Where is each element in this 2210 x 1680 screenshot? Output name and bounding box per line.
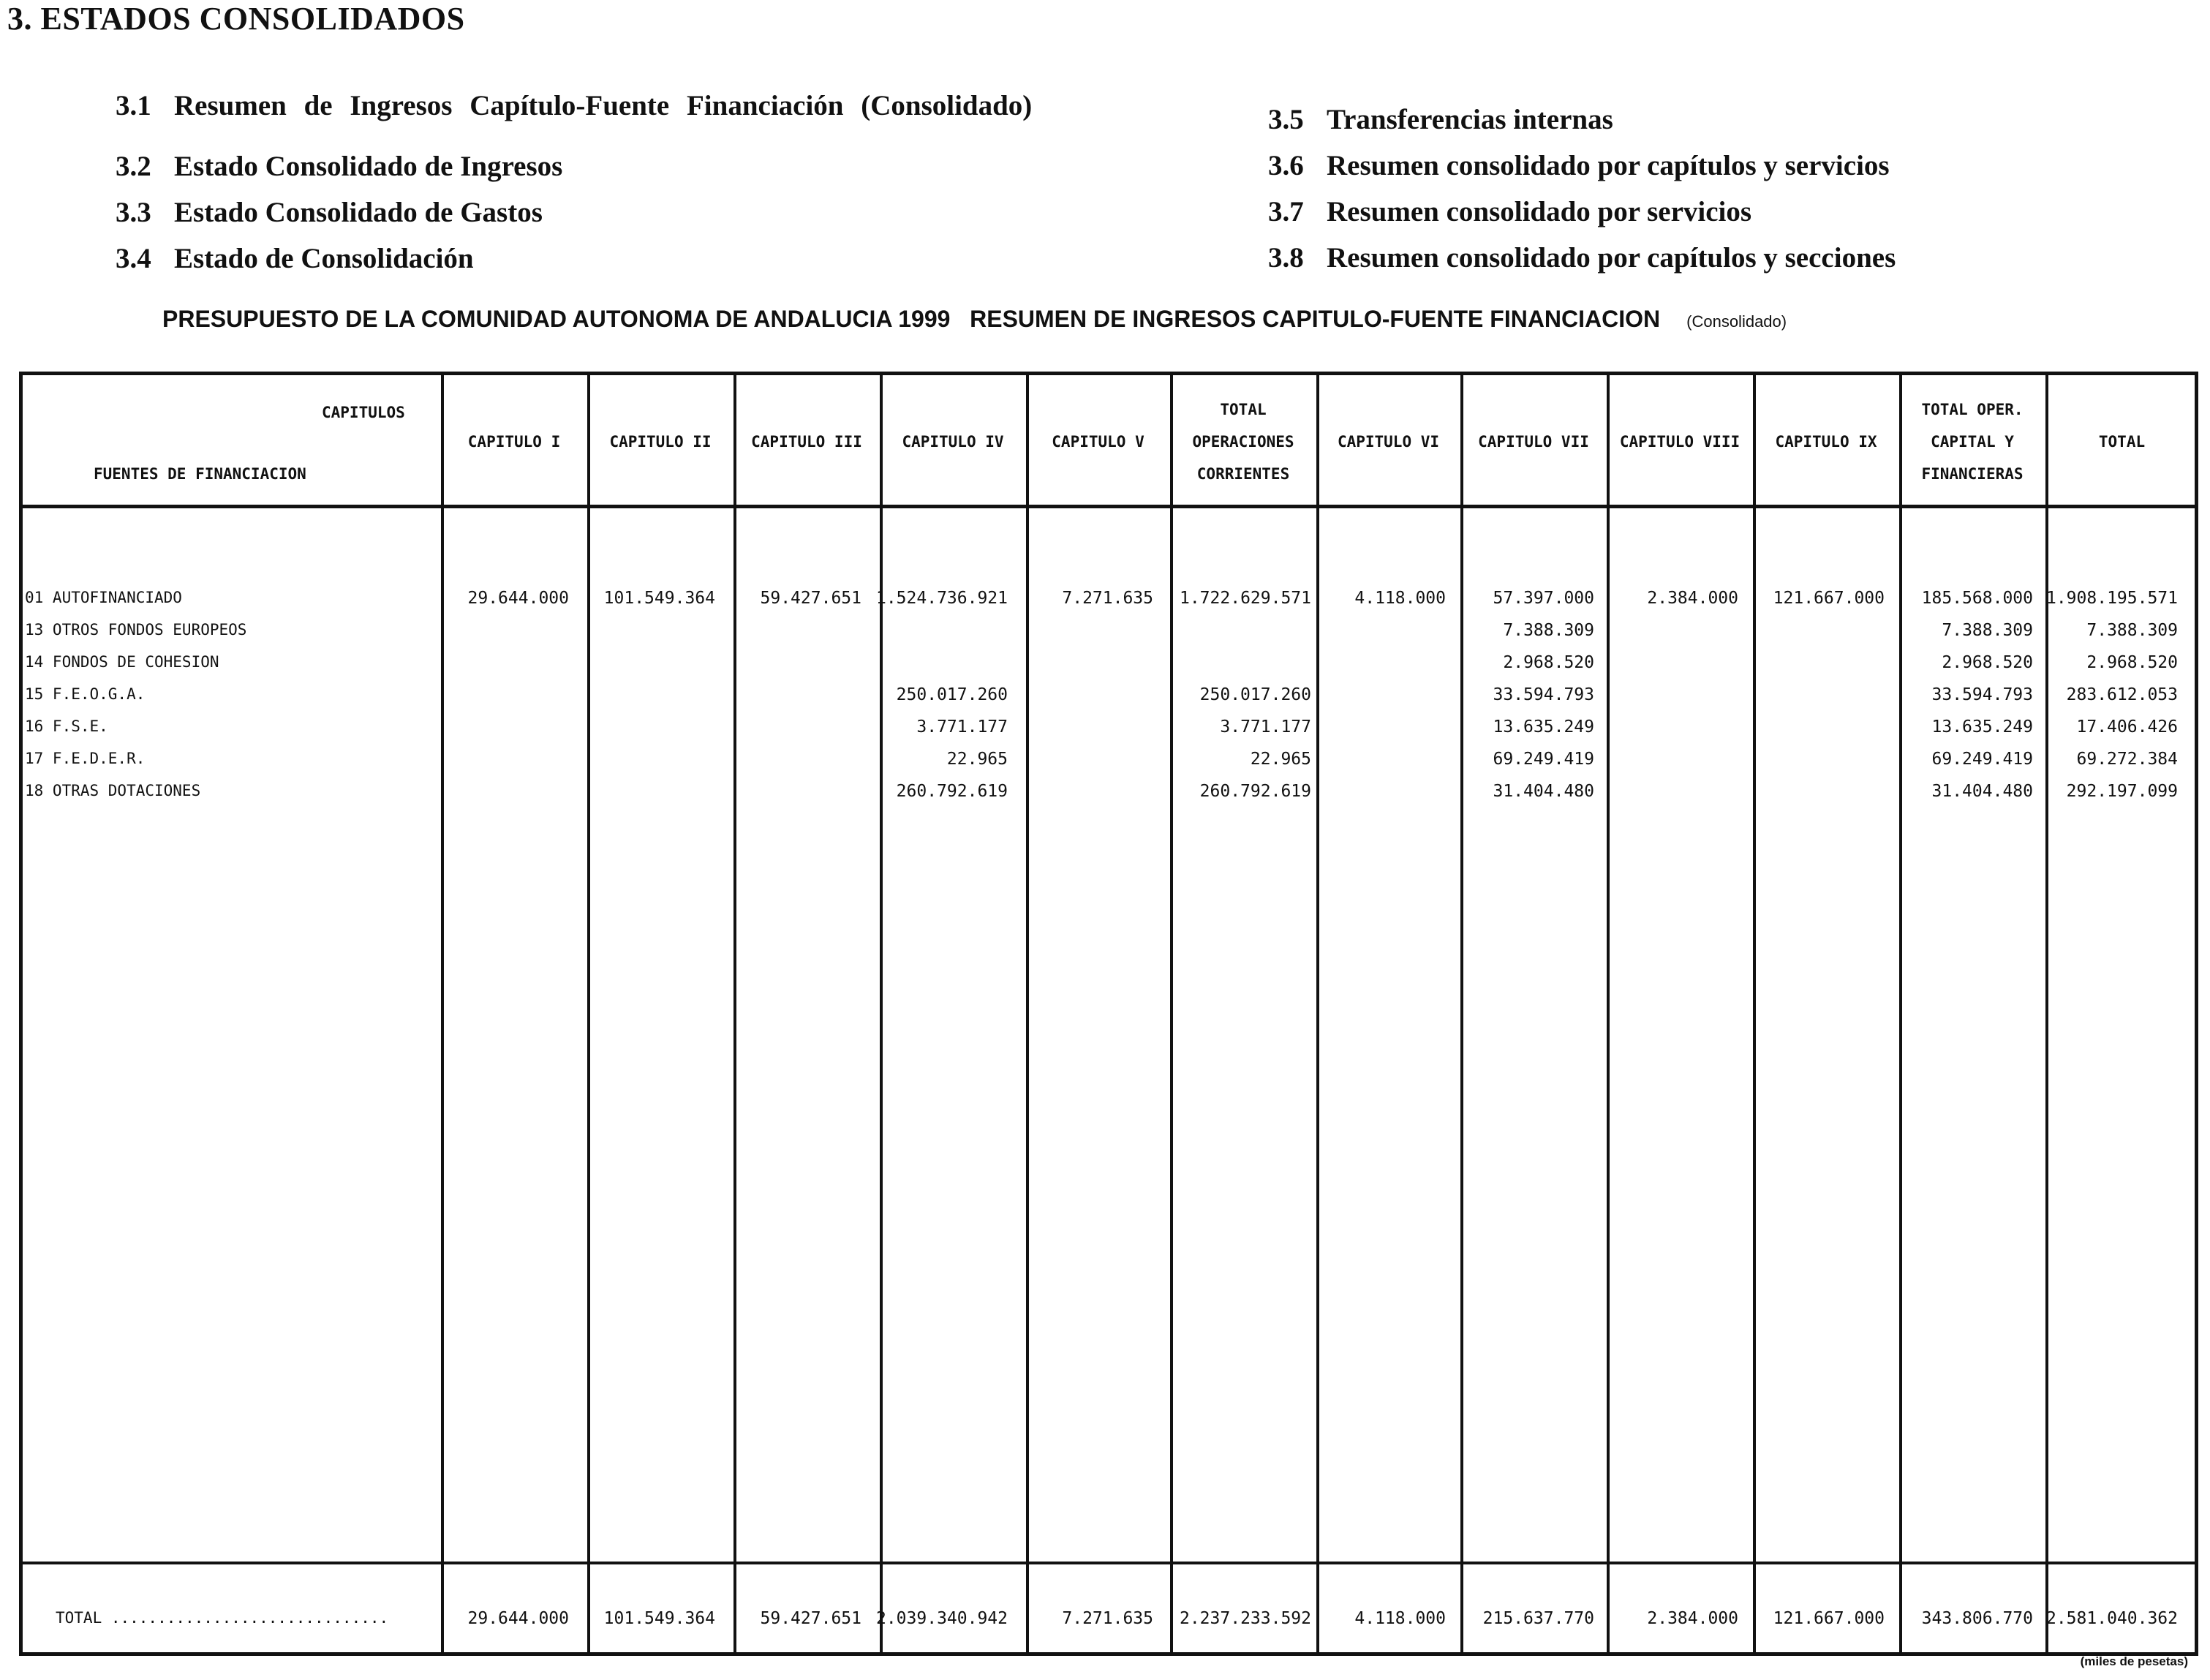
table-cell: 250.017.260 [896,685,1008,704]
table-cell: 7.388.309 [1942,621,2033,640]
table-cell: 3.771.177 [916,717,1008,737]
column-header [2051,426,2194,458]
table-heading-text: PRESUPUESTO DE LA COMUNIDAD AUTONOMA DE ANDALUCIA 1999 RESUMEN DE INGRESOS CAPITULO-FUENTE FINANCIACION [162,306,1661,332]
table-cell: 22.965 [946,750,1008,769]
toc-label: Transferencias internas [1327,104,1613,135]
table-cell: 250.017.260 [1199,685,1311,704]
toc-number: 3.1 [116,90,151,121]
table-cell: 260.792.619 [1199,782,1311,801]
table-cell: 69.249.419 [1493,750,1594,769]
column-header [1317,426,1460,458]
column-header-line: FINANCIERAS [1921,465,2024,483]
toc-label: Resumen consolidado por servicios [1327,196,1752,227]
table-cell: 185.568.000 [1921,589,2033,608]
table-cell: 7.271.635 [1062,589,1153,608]
table-cell: 69.272.384 [2076,750,2178,769]
column-rule [441,372,444,1656]
table-cell: 7.388.309 [2086,621,2178,640]
table-cell: 17.406.426 [2076,717,2178,737]
column-header-line: CORRIENTES [1196,465,1290,483]
toc-label: Resumen consolidado por capítulos y servicios [1327,150,1890,181]
column-header-line: CAPITULO III [751,433,862,451]
table-cell: 33.594.793 [1493,685,1594,704]
column-rule [1460,372,1463,1656]
table-cell: 69.249.419 [1931,750,2033,769]
row-label: 15 F.E.O.G.A. [25,685,146,703]
column-header-line: CAPITULO II [609,433,712,451]
table-heading [162,306,1787,333]
total-cell: 7.271.635 [1062,1609,1153,1628]
total-cell: 59.427.651 [760,1609,861,1628]
column-header-line: CAPITULO IV [902,433,1004,451]
toc-number: 3.3 [116,197,151,228]
column-header-line: TOTAL [2098,433,2146,451]
table-cell: 3.771.177 [1220,717,1311,737]
table-cell: 22.965 [1250,750,1311,769]
toc-item-3-3 [116,196,543,229]
total-cell: 2.581.040.362 [2045,1609,2178,1628]
column-header [1027,426,1170,458]
total-cell: 121.667.000 [1773,1609,1885,1628]
table-cell: 1.908.195.571 [2045,589,2178,608]
column-header-line: TOTAL [1220,401,1267,418]
column-rule [1170,372,1173,1656]
table-cell: 283.612.053 [2066,685,2178,704]
table-cell: 13.635.249 [1493,717,1594,737]
table-cell: 29.644.000 [467,589,569,608]
column-rule [1316,372,1319,1656]
table-cell: 292.197.099 [2066,782,2178,801]
column-rule [2045,372,2048,1656]
total-cell: 2.039.340.942 [875,1609,1008,1628]
column-header [1901,393,2044,490]
table-cell: 2.384.000 [1647,589,1738,608]
column-header [1172,393,1315,490]
toc-number: 3.5 [1268,104,1304,135]
summary-table [19,372,2198,1656]
column-header-line: CAPITULO IX [1775,433,1877,451]
row-label: 14 FONDOS DE COHESION [25,653,219,671]
column-header [1754,426,1898,458]
toc-label: Estado Consolidado de Ingresos [174,151,563,182]
total-rule [19,1562,2198,1564]
table-cell: 57.397.000 [1493,589,1594,608]
column-header [1462,426,1605,458]
toc-number: 3.2 [116,151,151,182]
header-fuentes: FUENTES DE FINANCIACION [94,465,306,483]
column-rule [1026,372,1029,1656]
table-cell: 59.427.651 [760,589,861,608]
table-cell: 2.968.520 [1942,653,2033,672]
column-header-line: CAPITAL Y [1931,433,2014,451]
table-cell: 31.404.480 [1931,782,2033,801]
total-cell: 343.806.770 [1921,1609,2033,1628]
column-rule [1607,372,1610,1656]
table-heading-note: (Consolidado) [1686,312,1787,331]
table-cell: 13.635.249 [1931,717,2033,737]
toc-item-3-6 [1268,149,1890,182]
table-cell: 2.968.520 [1503,653,1594,672]
table-cell: 2.968.520 [2086,653,2178,672]
table-cell: 33.594.793 [1931,685,2033,704]
header-capitulos: CAPITULOS [322,404,405,421]
column-header [735,426,878,458]
row-label: 13 OTROS FONDOS EUROPEOS [25,621,247,639]
column-header-line: TOTAL OPER. [1921,401,2024,418]
toc-label: Resumen de Ingresos Capítulo-Fuente Financiación (Consolidado) [174,90,1033,121]
page-title: 3. ESTADOS CONSOLIDADOS [7,1,465,37]
header-rule [19,505,2198,508]
row-label: 16 F.S.E. [25,717,108,735]
column-rule [880,372,883,1656]
column-header-line: CAPITULO I [467,433,561,451]
column-header [589,426,732,458]
table-cell: 121.667.000 [1773,589,1885,608]
table-cell: 1.524.736.921 [875,589,1008,608]
toc-item-3-4 [116,242,474,275]
total-cell: 4.118.000 [1354,1609,1446,1628]
toc-label: Estado Consolidado de Gastos [174,197,543,228]
total-label: TOTAL .............................. [56,1609,389,1627]
column-header-line: CAPITULO VII [1478,433,1589,451]
column-rule [1899,372,1902,1656]
row-label: 17 F.E.D.E.R. [25,750,146,767]
units-note: (miles de pesetas) [2080,1654,2188,1668]
column-rule [733,372,736,1656]
column-header-line: CAPITULO V [1052,433,1144,451]
toc-number: 3.4 [116,243,151,274]
toc-item-3-2 [116,150,562,183]
table-cell: 7.388.309 [1503,621,1594,640]
total-cell: 215.637.770 [1482,1609,1594,1628]
column-header-line: OPERACIONES [1192,433,1294,451]
toc-label: Resumen consolidado por capítulos y secciones [1327,242,1896,274]
toc-label: Estado de Consolidación [174,243,474,274]
column-header [1608,426,1751,458]
total-cell: 29.644.000 [467,1609,569,1628]
table-cell: 260.792.619 [896,782,1008,801]
toc-number: 3.7 [1268,196,1304,227]
toc-item-3-5 [1268,103,1613,136]
column-header-line: CAPITULO VIII [1619,433,1741,451]
table-cell: 31.404.480 [1493,782,1594,801]
toc-item-3-7 [1268,195,1751,228]
toc-number: 3.6 [1268,150,1304,181]
total-cell: 2.237.233.592 [1179,1609,1311,1628]
column-rule [1753,372,1756,1656]
table-cell: 1.722.629.571 [1179,589,1311,608]
total-cell: 2.384.000 [1647,1609,1738,1628]
toc-item-3-8 [1268,241,1896,274]
column-header-line: CAPITULO VI [1337,433,1440,451]
row-label: 18 OTRAS DOTACIONES [25,782,201,799]
table-cell: 4.118.000 [1354,589,1446,608]
total-cell: 101.549.364 [603,1609,715,1628]
row-label: 01 AUTOFINANCIADO [25,589,182,606]
column-rule [587,372,590,1656]
toc-item-3-1 [116,89,1032,122]
table-cell: 101.549.364 [603,589,715,608]
column-header [881,426,1025,458]
toc-number: 3.8 [1268,242,1304,274]
column-header [442,426,586,458]
